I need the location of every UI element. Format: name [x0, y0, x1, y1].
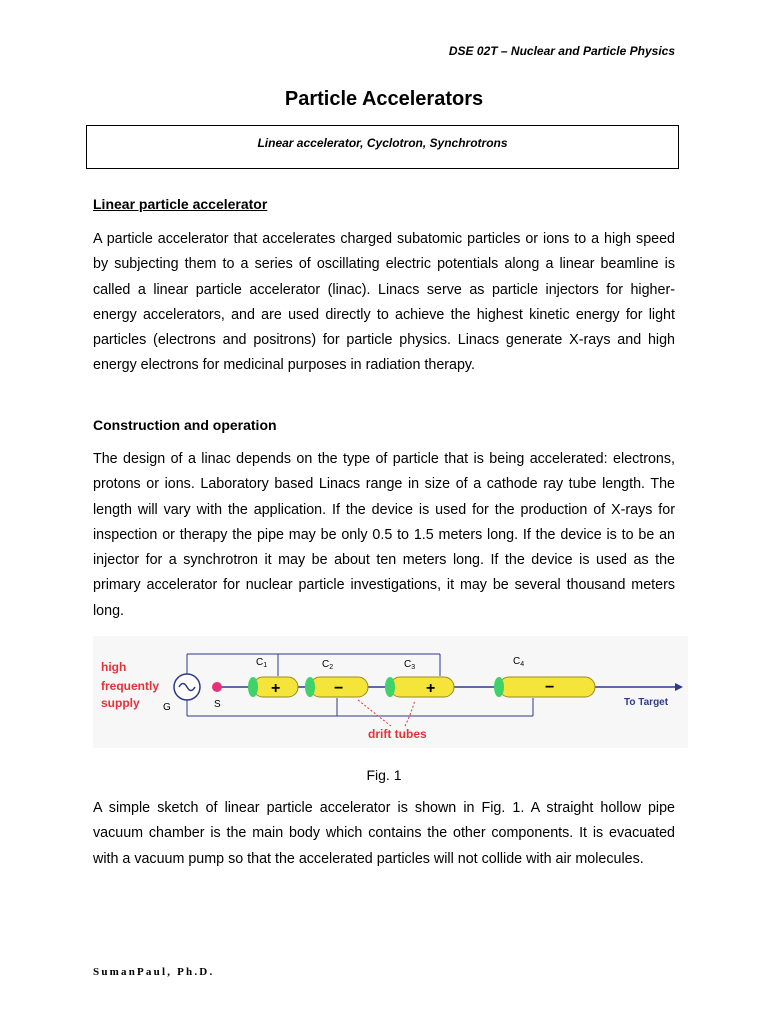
tube-2-sign: − — [334, 680, 344, 697]
beam-arrowhead — [675, 683, 683, 691]
paragraph-linear: A particle accelerator that accelerates charged subatomic particles or ions to a high speed by subjecting them to a series of oscillating electric potentials along a linear beamline is called a linear particle accelerator (linac). Linacs serve as particle injectors for higher-energy accelerators, and are used directly to achieve the highest kinetic energy for light particles (electrons and positrons) for particle physics. Linacs generate X-rays and high energy electrons for medicinal purposes in radiation therapy. — [93, 231, 675, 374]
tube-3-label: $C_3$ — [404, 659, 416, 671]
tube-2-end — [305, 677, 315, 697]
linac-figure — [93, 636, 688, 748]
supply-label-1: high — [101, 660, 127, 674]
tube-4-end — [494, 677, 504, 697]
figure-caption: Fig. 1 — [366, 767, 402, 783]
page-title: Particle Accelerators — [284, 88, 484, 110]
paragraph-construction: The design of a linac depends on the type of particle that is being accelerated: electrons, protons or ions. Laboratory based Linacs range in size of a cathode ray tube length. The length will vary with the application. If the device is used for the production of X-rays for inspection or therapy the pipe may be only 0.5 to 1.5 meters long. If the device is to be an injector for a synchrotron it may be about ten meters long. If the device is used as the primary accelerator for nuclear particle investigations, it may be several thousand meters long. — [93, 451, 675, 619]
author-footer: SumanPaul, Ph.D. — [93, 966, 215, 978]
drift-tube-3 — [390, 677, 454, 697]
drift-pointer-right — [405, 700, 415, 726]
supply-label-3: supply — [101, 696, 140, 710]
tube-1-sign: + — [271, 680, 281, 697]
section-heading-construction: Construction and operation — [93, 417, 277, 433]
tube-4-sign: − — [545, 679, 555, 696]
tube-2-label: $C_2$ — [322, 659, 334, 671]
subtitle-box — [86, 125, 679, 169]
tube-1-end — [248, 677, 258, 697]
tube-3-end — [385, 677, 395, 697]
supply-label-2: frequently — [101, 679, 160, 693]
drift-tubes-label: drift tubes — [368, 727, 427, 741]
g-label: G — [163, 702, 171, 713]
linac-diagram — [93, 636, 688, 748]
tube-3-sign: + — [426, 680, 436, 697]
section-heading-linear: Linear particle accelerator — [93, 196, 268, 212]
target-label: To Target — [624, 697, 669, 708]
paragraph-sketch: A simple sketch of linear particle accelerator is shown in Fig. 1. A straight hollow pipe vacuum chamber is the main body which contains the other components. It is evacuated with a vacuum pump so that the accelerated particles will not collide with air molecules. — [93, 800, 675, 867]
tube-4-label: $C_4$ — [513, 656, 525, 668]
s-label: S — [214, 699, 221, 710]
tube-1-label: $C_1$ — [256, 657, 268, 669]
drift-pointer-left — [358, 700, 391, 726]
subtitle-text: Linear accelerator, Cyclotron, Synchrotrons — [257, 136, 508, 150]
course-header: DSE 02T – Nuclear and Particle Physics — [448, 44, 675, 58]
source-dot — [212, 682, 222, 692]
